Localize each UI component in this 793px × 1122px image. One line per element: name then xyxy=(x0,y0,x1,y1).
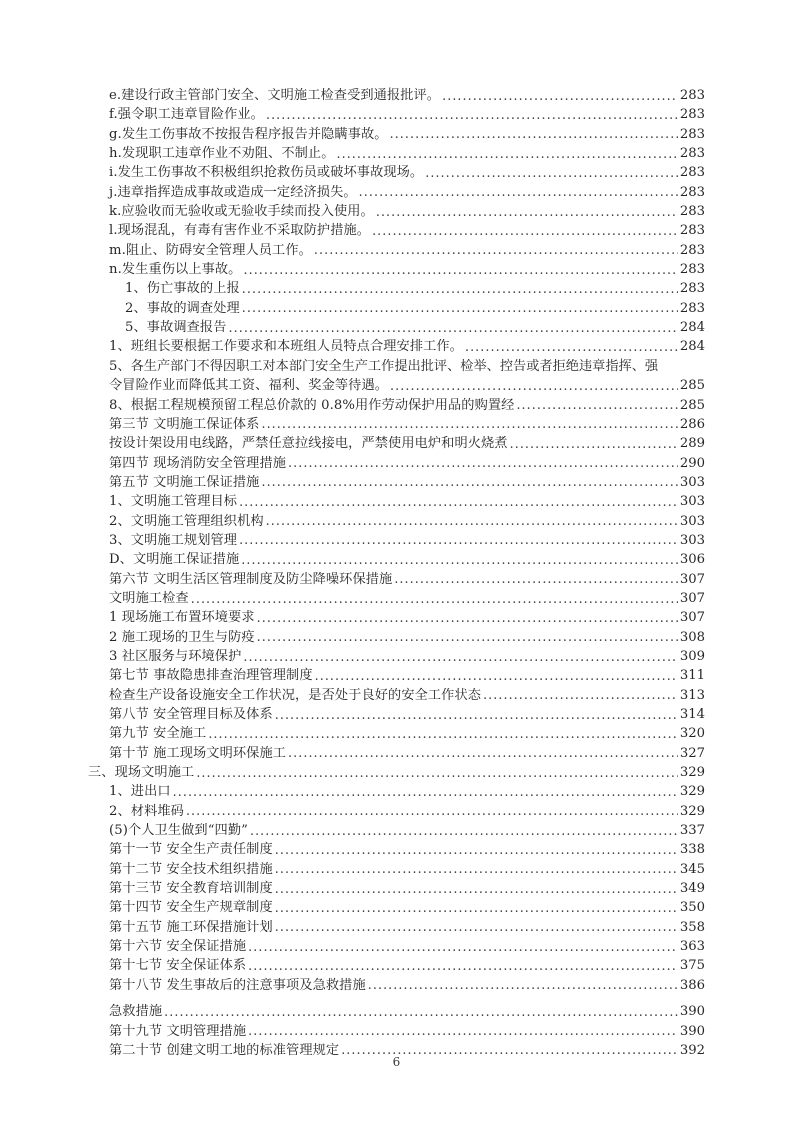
toc-entry-title-text: 令冒险作业而降低其工资、福利、奖金等待遇。 xyxy=(109,378,389,394)
dot-leader xyxy=(275,879,678,898)
toc-entry-page-number: 308 xyxy=(679,629,705,645)
toc-entry-title: g.发生工伤事故不按报告程序报告并隐瞒事故。 xyxy=(109,126,388,142)
dot-leader xyxy=(191,589,678,608)
toc-entry-page-number: 306 xyxy=(679,552,705,568)
toc-entry[interactable] xyxy=(88,473,705,492)
toc-entry-page-number: 390 xyxy=(679,1004,705,1020)
dot-leader xyxy=(288,744,678,763)
toc-entry[interactable] xyxy=(88,512,705,531)
toc-entry-page-number: 329 xyxy=(679,765,705,781)
toc-entry-page-number: 311 xyxy=(679,668,705,684)
toc-entry-page-number: 307 xyxy=(679,590,705,606)
toc-entry-page-number: 303 xyxy=(679,474,705,490)
dot-leader xyxy=(248,956,678,975)
toc-entry[interactable] xyxy=(88,589,705,608)
toc-entry-page-number: 313 xyxy=(679,687,705,703)
toc-entry-page-number: 327 xyxy=(679,745,705,761)
dot-leader xyxy=(261,415,677,434)
toc-entry[interactable] xyxy=(88,976,705,995)
toc-entry-title: 检查生产设备设施安全工作状况，是否处于良好的安全工作状态 xyxy=(109,687,482,703)
dot-leader xyxy=(315,666,678,685)
toc-entry-title: 第十六节 安全保证措施 xyxy=(109,939,247,955)
toc-entry[interactable] xyxy=(88,628,705,647)
dot-leader xyxy=(275,918,678,937)
dot-leader xyxy=(257,628,678,647)
dot-leader xyxy=(242,299,678,318)
toc-entry-title: 1、文明施工管理目标 xyxy=(109,494,238,510)
dot-leader xyxy=(275,860,678,879)
toc-entry-page-number: 303 xyxy=(679,513,705,529)
dot-leader xyxy=(208,724,678,743)
toc-entry[interactable] xyxy=(88,744,705,763)
toc-entry-title: 8、根据工程规模预留工程总价款的 0.8%用作劳动保护用品的购置经 xyxy=(109,397,515,413)
dot-leader xyxy=(239,492,678,511)
toc-entry-title: (5)个人卫生做到“四勤” xyxy=(109,823,248,839)
toc-entry-page-number: 283 xyxy=(679,146,705,162)
toc-entry-page-number: 375 xyxy=(679,958,705,974)
toc-entry[interactable] xyxy=(88,105,705,124)
toc-entry-title: 第五节 文明施工保证措施 xyxy=(109,474,260,490)
toc-entry[interactable] xyxy=(88,840,705,859)
toc-entry-page-number: 283 xyxy=(679,88,705,103)
toc-entry-page-number: 350 xyxy=(679,900,705,916)
toc-entry-page-number: 283 xyxy=(679,262,705,278)
dot-leader xyxy=(390,376,678,395)
toc-entry-title: l.现场混乱，有毒有害作业不采取防护措施。 xyxy=(109,223,371,239)
toc-entry-title: 2、材料堆码 xyxy=(109,803,184,819)
toc-entry-title: 按设计架设用电线路，严禁任意拉线接电，严禁使用电炉和明火烧煮 xyxy=(109,436,508,452)
toc-entry-page-number: 283 xyxy=(679,242,705,258)
table-of-contents xyxy=(88,86,705,1060)
toc-entry-title: 文明施工检查 xyxy=(109,590,189,606)
toc-entry[interactable] xyxy=(88,1022,705,1041)
toc-entry-page-number: 283 xyxy=(679,107,705,123)
toc-entry-page-number: 303 xyxy=(679,494,705,510)
toc-entry[interactable] xyxy=(88,550,705,569)
toc-entry[interactable] xyxy=(88,1002,705,1021)
toc-entry-page-number: 283 xyxy=(679,184,705,200)
toc-entry-title: 第十五节 施工环保措施计划 xyxy=(109,919,273,935)
toc-entry-title: 3、文明施工规划管理 xyxy=(109,532,238,548)
dot-leader xyxy=(516,396,677,415)
toc-entry[interactable] xyxy=(88,570,705,589)
toc-entry-title: 第十四节 安全生产规章制度 xyxy=(109,900,273,916)
toc-entry-page-number: 289 xyxy=(679,436,705,452)
toc-entry-title: 5、各生产部门不得因职工对本部门安全生产工作提出批评、检举、控告或者拒绝违章指挥、强 xyxy=(109,358,659,374)
toc-entry-page-number: 283 xyxy=(679,281,705,297)
dot-leader xyxy=(250,821,678,840)
dot-leader xyxy=(164,1002,678,1021)
toc-entry-title: m.阻止、防碍安全管理人员工作。 xyxy=(109,242,312,258)
toc-entry-title: 第十一节 安全生产责任制度 xyxy=(109,842,273,858)
toc-entry-title: 2、文明施工管理组织机构 xyxy=(109,513,264,529)
toc-entry-title: 三、现场文明施工 xyxy=(88,765,195,781)
toc-entry[interactable] xyxy=(88,125,705,144)
toc-entry[interactable] xyxy=(88,531,705,550)
toc-entry-title: 第十三节 安全教育培训制度 xyxy=(109,881,273,897)
toc-entry[interactable] xyxy=(88,937,705,956)
toc-entry-page-number: 290 xyxy=(679,455,705,471)
toc-entry-title: 5、事故调查报告 xyxy=(125,320,227,336)
dot-leader xyxy=(242,279,678,298)
dot-leader xyxy=(266,512,678,531)
toc-entry-title: 第三节 文明施工保证体系 xyxy=(109,416,260,432)
toc-entry-page-number: 349 xyxy=(679,881,705,897)
dot-leader xyxy=(239,531,678,550)
toc-entry[interactable] xyxy=(88,434,705,453)
toc-entry-page-number: 320 xyxy=(679,726,705,742)
toc-entry-page-number: 309 xyxy=(679,648,705,664)
toc-entry-title: 第十八节 发生事故后的注意事项及急救措施 xyxy=(109,977,366,993)
toc-entry-title: 第十九节 文明管理措施 xyxy=(109,1023,247,1039)
toc-entry-page-number: 307 xyxy=(679,571,705,587)
toc-entry-title: D、文明施工保证措施 xyxy=(109,552,240,568)
toc-entry-title: 1、班组长要根据工作要求和本班组人员特点合理安排工作。 xyxy=(109,339,463,355)
toc-entry-page-number: 390 xyxy=(679,1023,705,1039)
dot-leader xyxy=(173,782,678,801)
toc-entry[interactable] xyxy=(88,260,705,279)
toc-entry-page-number: 307 xyxy=(679,610,705,626)
toc-entry-title: 第四节 现场消防安全管理措施 xyxy=(109,455,287,471)
toc-entry-page-number: 285 xyxy=(679,378,705,394)
toc-entry-page-number: 338 xyxy=(679,842,705,858)
dot-leader xyxy=(390,125,678,144)
toc-entry-page-number: 337 xyxy=(679,823,705,839)
toc-entry[interactable] xyxy=(88,492,705,511)
dot-leader xyxy=(196,763,678,782)
toc-entry-title: 第六节 文明生活区管理制度及防尘降噪环保措施 xyxy=(109,571,393,587)
toc-entry[interactable] xyxy=(88,802,705,821)
toc-entry-title: j.违章指挥造成事故或造成一定经济损失。 xyxy=(109,184,357,200)
toc-entry-page-number: 283 xyxy=(679,165,705,181)
dot-leader xyxy=(442,86,678,105)
toc-entry-page-number: 329 xyxy=(679,784,705,800)
dot-leader xyxy=(376,202,678,221)
dot-leader xyxy=(275,898,678,917)
toc-entry-title: 1 现场施工布置环境要求 xyxy=(109,610,255,626)
toc-entry[interactable] xyxy=(88,86,705,105)
toc-entry[interactable] xyxy=(88,821,705,840)
dot-leader xyxy=(241,550,678,569)
toc-entry-title: 第七节 事故隐患排查治理管理制度 xyxy=(109,668,313,684)
toc-entry-page-number: 363 xyxy=(679,939,705,955)
toc-entry[interactable] xyxy=(88,608,705,627)
toc-entry-page-number: 284 xyxy=(679,339,705,355)
toc-entry-page-number: 283 xyxy=(679,126,705,142)
toc-entry-title-continuation xyxy=(109,376,705,395)
toc-entry[interactable] xyxy=(88,279,705,298)
dot-leader xyxy=(243,647,677,666)
dot-leader xyxy=(425,163,678,182)
toc-entry-title: f.强令职工违章冒险作业。 xyxy=(109,107,264,123)
dot-leader xyxy=(261,473,677,492)
toc-entry-page-number: 303 xyxy=(679,532,705,548)
dot-leader xyxy=(394,570,678,589)
toc-entry-title: 第十节 施工现场文明环保施工 xyxy=(109,745,287,761)
toc-entry-page-number: 358 xyxy=(679,919,705,935)
dot-leader xyxy=(336,144,677,163)
toc-entry[interactable] xyxy=(88,956,705,975)
toc-entry[interactable] xyxy=(88,202,705,221)
toc-entry[interactable] xyxy=(88,415,705,434)
dot-leader xyxy=(257,608,678,627)
dot-leader xyxy=(368,976,678,995)
toc-entry-page-number: 392 xyxy=(679,1042,705,1058)
toc-entry[interactable] xyxy=(88,724,705,743)
toc-entry[interactable] xyxy=(88,337,705,356)
toc-entry-title: 1、进出口 xyxy=(109,784,171,800)
toc-entry-page-number: 386 xyxy=(679,977,705,993)
toc-entry-page-number: 285 xyxy=(679,397,705,413)
dot-leader xyxy=(275,705,678,724)
toc-entry-title: 第十七节 安全保证体系 xyxy=(109,958,247,974)
toc-entry[interactable] xyxy=(88,647,705,666)
dot-leader xyxy=(372,221,678,240)
toc-entry[interactable] xyxy=(88,666,705,685)
toc-entry-title: i.发生工伤事故不积极组织抢救伤员或破坏事故现场。 xyxy=(109,165,424,181)
toc-entry[interactable] xyxy=(88,686,705,705)
toc-entry[interactable] xyxy=(88,782,705,801)
toc-entry-page-number: 314 xyxy=(679,707,705,722)
dot-leader xyxy=(483,686,678,705)
toc-entry[interactable] xyxy=(88,299,705,318)
toc-entry-title: n.发生重伤以上事故。 xyxy=(109,262,242,278)
toc-entry[interactable] xyxy=(88,763,705,782)
toc-entry-title: 1、伤亡事故的上报 xyxy=(125,281,240,297)
toc-entry[interactable] xyxy=(88,144,705,163)
toc-entry-page-number: 283 xyxy=(679,300,705,316)
dot-leader xyxy=(248,1022,678,1041)
toc-entry[interactable] xyxy=(88,898,705,917)
dot-leader xyxy=(248,937,678,956)
toc-entry-page-number: 283 xyxy=(679,204,705,220)
toc-entry-title: 第九节 安全施工 xyxy=(109,726,207,742)
toc-entry-title: 第二十节 创建文明工地的标准管理规定 xyxy=(109,1042,340,1058)
page-number: 6 xyxy=(392,1055,401,1069)
toc-entry[interactable] xyxy=(88,357,705,396)
toc-entry-page-number: 329 xyxy=(679,803,705,819)
toc-entry[interactable] xyxy=(88,221,705,240)
toc-entry-page-number: 284 xyxy=(679,320,705,336)
toc-entry-page-number: 286 xyxy=(679,416,705,432)
toc-entry[interactable] xyxy=(88,860,705,879)
dot-leader xyxy=(266,105,678,124)
page-footer xyxy=(0,1055,793,1069)
toc-entry-title: 第十二节 安全技术组织措施 xyxy=(109,861,273,877)
dot-leader xyxy=(275,840,678,859)
toc-entry-title: h.发现职工违章作业不劝阻、不制止。 xyxy=(109,146,335,162)
toc-entry[interactable] xyxy=(88,241,705,260)
dot-leader xyxy=(510,434,678,453)
toc-entry[interactable] xyxy=(88,396,705,415)
dot-leader xyxy=(314,241,678,260)
toc-entry[interactable] xyxy=(88,879,705,898)
toc-entry-title: 2 施工现场的卫生与防疫 xyxy=(109,629,255,645)
toc-entry-title: k.应验收而无验收或无验收手续而投入使用。 xyxy=(109,204,374,220)
toc-entry-page-number: 283 xyxy=(679,223,705,239)
toc-entry[interactable] xyxy=(88,705,705,724)
toc-entry-page-number: 345 xyxy=(679,861,705,877)
dot-leader xyxy=(243,260,677,279)
toc-entry-title: e.建设行政主管部门安全、文明施工检查受到通报批评。 xyxy=(109,88,441,103)
toc-entry-title: 2、事故的调查处理 xyxy=(125,300,240,316)
toc-entry-title: 第八节 安全管理目标及体系 xyxy=(109,707,273,722)
toc-entry-title: 3 社区服务与环境保护 xyxy=(109,648,242,664)
dot-leader xyxy=(359,183,678,202)
toc-entry[interactable] xyxy=(88,918,705,937)
dot-leader xyxy=(288,454,678,473)
toc-entry[interactable] xyxy=(88,163,705,182)
dot-leader xyxy=(229,318,678,337)
dot-leader xyxy=(186,802,678,821)
dot-leader xyxy=(465,337,678,356)
toc-entry-title: 急救措施 xyxy=(109,1004,163,1020)
toc-entry[interactable] xyxy=(88,454,705,473)
toc-entry[interactable] xyxy=(88,318,705,337)
toc-entry[interactable] xyxy=(88,183,705,202)
toc-spacer xyxy=(88,995,705,1002)
